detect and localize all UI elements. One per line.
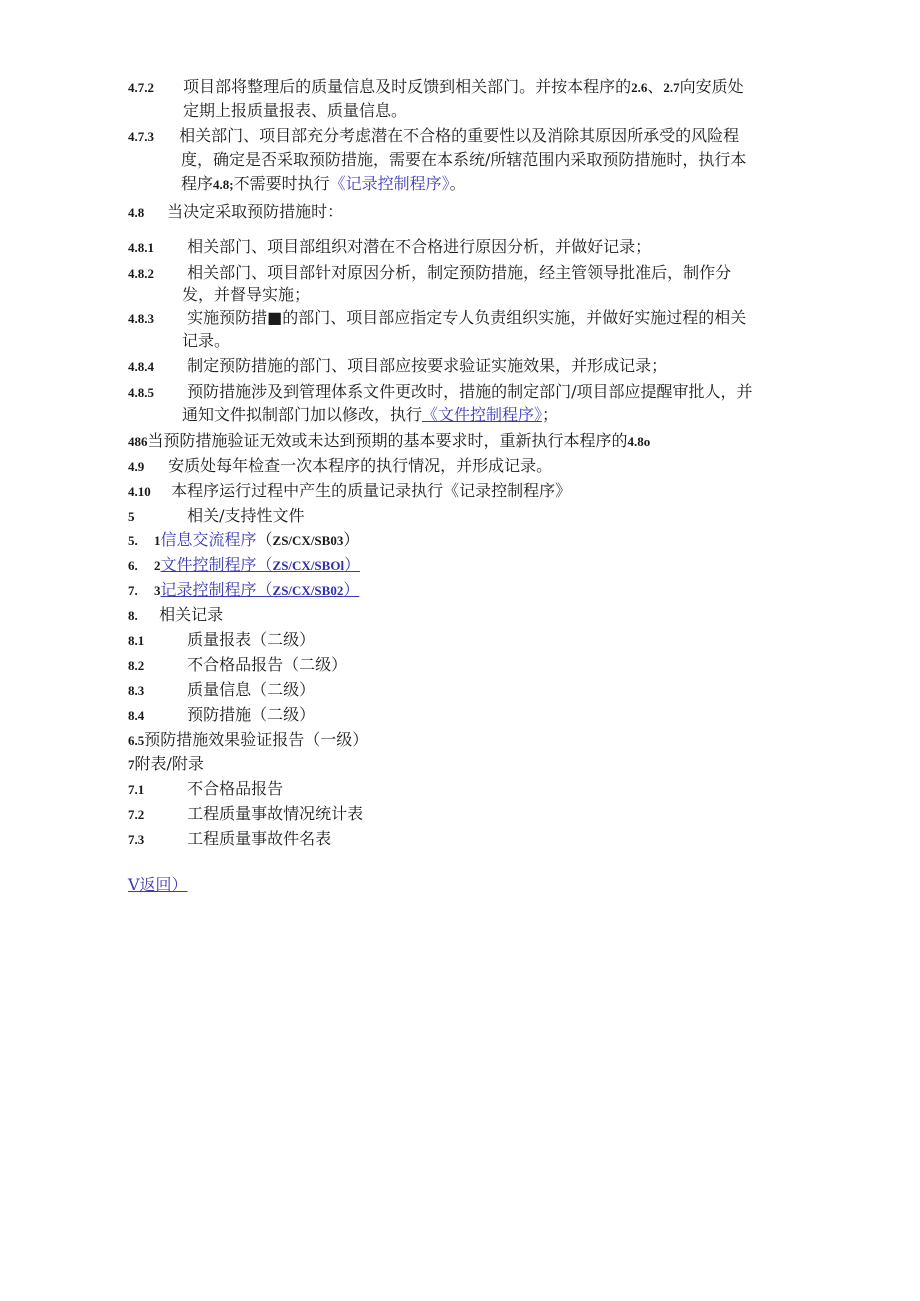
link-text: 记录控制程序: [160, 580, 257, 599]
paragraph-text: 相关部门、项目部针对原因分析，制定预防措施，经主管领导批准后，制作分: [187, 263, 732, 282]
paragraph-text: 相关部门、项目部组织对潜在不合格进行原因分析，并做好记录；: [187, 237, 652, 256]
text: 不需要时执行: [233, 174, 330, 193]
paragraph-4-7-3-continued-2: [181, 173, 466, 196]
record-title: 不合格品报告（二级）: [187, 655, 348, 674]
section-number: 5.: [128, 533, 138, 548]
paragraph-4-7-2-continued: 定期上报质量报表、质量信息。: [183, 101, 408, 120]
ref-number: 4.8o: [627, 434, 651, 449]
section-number: 4.8.1: [128, 240, 154, 255]
section-number: 4.8.3: [128, 311, 154, 326]
ref-number: 2.7: [663, 80, 680, 95]
paragraph-4-7-3: [128, 125, 739, 148]
paragraph-4-8-2-continued: 发，并督导实施；: [182, 285, 311, 304]
paragraph-4-8-5: [128, 381, 753, 404]
text: （: [256, 530, 273, 549]
text: （: [256, 555, 273, 574]
record-title: 质量报表（二级）: [187, 630, 316, 649]
section-number: 8.: [128, 608, 138, 623]
section-number: 6.: [128, 558, 138, 573]
paragraph-4-10: [128, 480, 571, 503]
section-number: 7.3: [128, 832, 145, 847]
section-number: 6.5: [128, 733, 145, 748]
doc-code: ZS/CX/SB02: [272, 583, 344, 598]
record-control-procedure-link[interactable]: 《记录控制程序》: [329, 174, 450, 193]
appendix-title: 不合格品报告: [187, 779, 284, 798]
text: （: [256, 580, 273, 599]
paragraph-4-8-3: [128, 307, 746, 330]
appendix-item-7-2: [128, 803, 363, 826]
paragraph-4-9: [128, 455, 552, 478]
section-number: 4.10: [128, 484, 151, 499]
section-number: 7.2: [128, 807, 145, 822]
record-control-procedure-ref-link[interactable]: [161, 580, 360, 599]
appendix-title: 工程质量事故情况统计表: [187, 804, 364, 823]
record-item-8-4: [128, 704, 315, 727]
section-7-heading: [128, 753, 204, 776]
paragraph-text-tail: 向安质处: [679, 77, 744, 96]
section-number: 4.9: [128, 459, 145, 474]
paragraph-text: 当预防措施验证无效或未达到预期的基本要求时，重新执行本程序的: [147, 431, 628, 450]
back-link[interactable]: V返回）: [128, 875, 188, 894]
doc-code: ZS/CX/SB03: [272, 533, 344, 548]
paragraph-4-8-3-continued: 记录。: [182, 331, 231, 350]
section-number: 4.8.5: [128, 385, 154, 400]
section-5-heading: [128, 505, 305, 528]
paragraph-4-7-2: [128, 76, 744, 99]
text: ；: [542, 405, 559, 424]
text: 。: [449, 174, 466, 193]
sub-number: 1: [154, 533, 161, 548]
record-item-8-1: [128, 629, 315, 652]
section-title: 附表/附录: [134, 754, 204, 773]
sub-number: 3: [154, 583, 161, 598]
section-number: 7.1: [128, 782, 145, 797]
record-item-8-2: [128, 654, 347, 677]
paragraph-text: 当决定采取预防措施时：: [167, 202, 344, 221]
paragraph-4-8: [128, 201, 343, 224]
section-number: 8.3: [128, 683, 145, 698]
file-control-procedure-link[interactable]: 《文件控制程序》: [422, 405, 543, 424]
record-title: 质量信息（二级）: [187, 680, 316, 699]
section-title: 相关记录: [159, 605, 224, 624]
section-number: 7: [128, 757, 135, 772]
paragraph-text: 实施预防措■的部门、项目部应指定专人负责组织实施，并做好实施过程的相关: [187, 308, 747, 327]
section-number: 4.7.3: [128, 129, 154, 144]
appendix-item-7-1: [128, 778, 283, 801]
paragraph-text: 安质处每年检查一次本程序的执行情况，并形成记录。: [168, 456, 553, 475]
section-number: 8.2: [128, 658, 145, 673]
paragraph-4-8-1: [128, 236, 651, 259]
section-number: 8.4: [128, 708, 145, 723]
sub-number: 2: [154, 558, 161, 573]
reference-doc-2: [128, 554, 360, 577]
section-number: 7.: [128, 583, 138, 598]
link-text: 文件控制程序: [160, 555, 257, 574]
section-number: 486: [128, 434, 148, 449]
paragraph-text: 相关部门、项目部充分考虑潜在不合格的重要性以及消除其原因所承受的风险程: [179, 126, 740, 145]
paragraph-text: 本程序运行过程中产生的质量记录执行《记录控制程序》: [171, 481, 572, 500]
record-title: 预防措施（二级）: [187, 705, 316, 724]
text: ）: [343, 530, 360, 549]
section-8-heading: [128, 604, 223, 627]
separator: 、: [647, 77, 664, 96]
paragraph-text: 预防措施涉及到管理体系文件更改时，措施的制定部门/项目部应提醒审批人，并: [187, 382, 753, 401]
section-number: 8.1: [128, 633, 145, 648]
ref-number: 4.8;: [213, 177, 234, 192]
ref-number: 2.6: [631, 80, 648, 95]
record-item-6-5: [128, 729, 368, 752]
paragraph-text: 项目部将整理后的质量信息及时反馈到相关部门。并按本程序的: [183, 77, 632, 96]
record-title: 预防措施效果验证报告（一级）: [144, 730, 369, 749]
section-number: 4.8.2: [128, 266, 154, 281]
reference-doc-3: [128, 579, 359, 602]
appendix-item-7-3: [128, 828, 331, 851]
reference-doc-1: [128, 529, 359, 552]
record-item-8-3: [128, 679, 315, 702]
file-control-procedure-ref-link[interactable]: [161, 555, 361, 574]
section-number: 4.7.2: [128, 80, 154, 95]
paragraph-4-8-2: [128, 262, 731, 285]
text: 程序: [181, 174, 214, 193]
paragraph-4-8-4: [128, 355, 667, 378]
text: ）: [343, 580, 360, 599]
section-number: 5: [128, 509, 135, 524]
text: 通知文件拟制部门加以修改，执行: [182, 405, 423, 424]
section-number: 4.8: [128, 205, 145, 220]
paragraph-4-7-3-continued-1: 度，确定是否采取预防措施，需要在本系统/所辖范围内采取预防措施时，执行本: [181, 150, 747, 169]
doc-code: ZS/CX/SBOl: [272, 558, 345, 573]
paragraph-text: 制定预防措施的部门、项目部应按要求验证实施效果，并形成记录；: [187, 356, 668, 375]
section-title: 相关/支持性文件: [187, 506, 305, 525]
appendix-title: 工程质量事故件名表: [187, 829, 332, 848]
text: ）: [344, 555, 361, 574]
paragraph-4-8-6: [128, 430, 650, 453]
section-number: 4.8.4: [128, 359, 154, 374]
info-exchange-procedure-link[interactable]: 信息交流程序: [160, 530, 257, 549]
paragraph-4-8-5-continued: [182, 404, 558, 426]
